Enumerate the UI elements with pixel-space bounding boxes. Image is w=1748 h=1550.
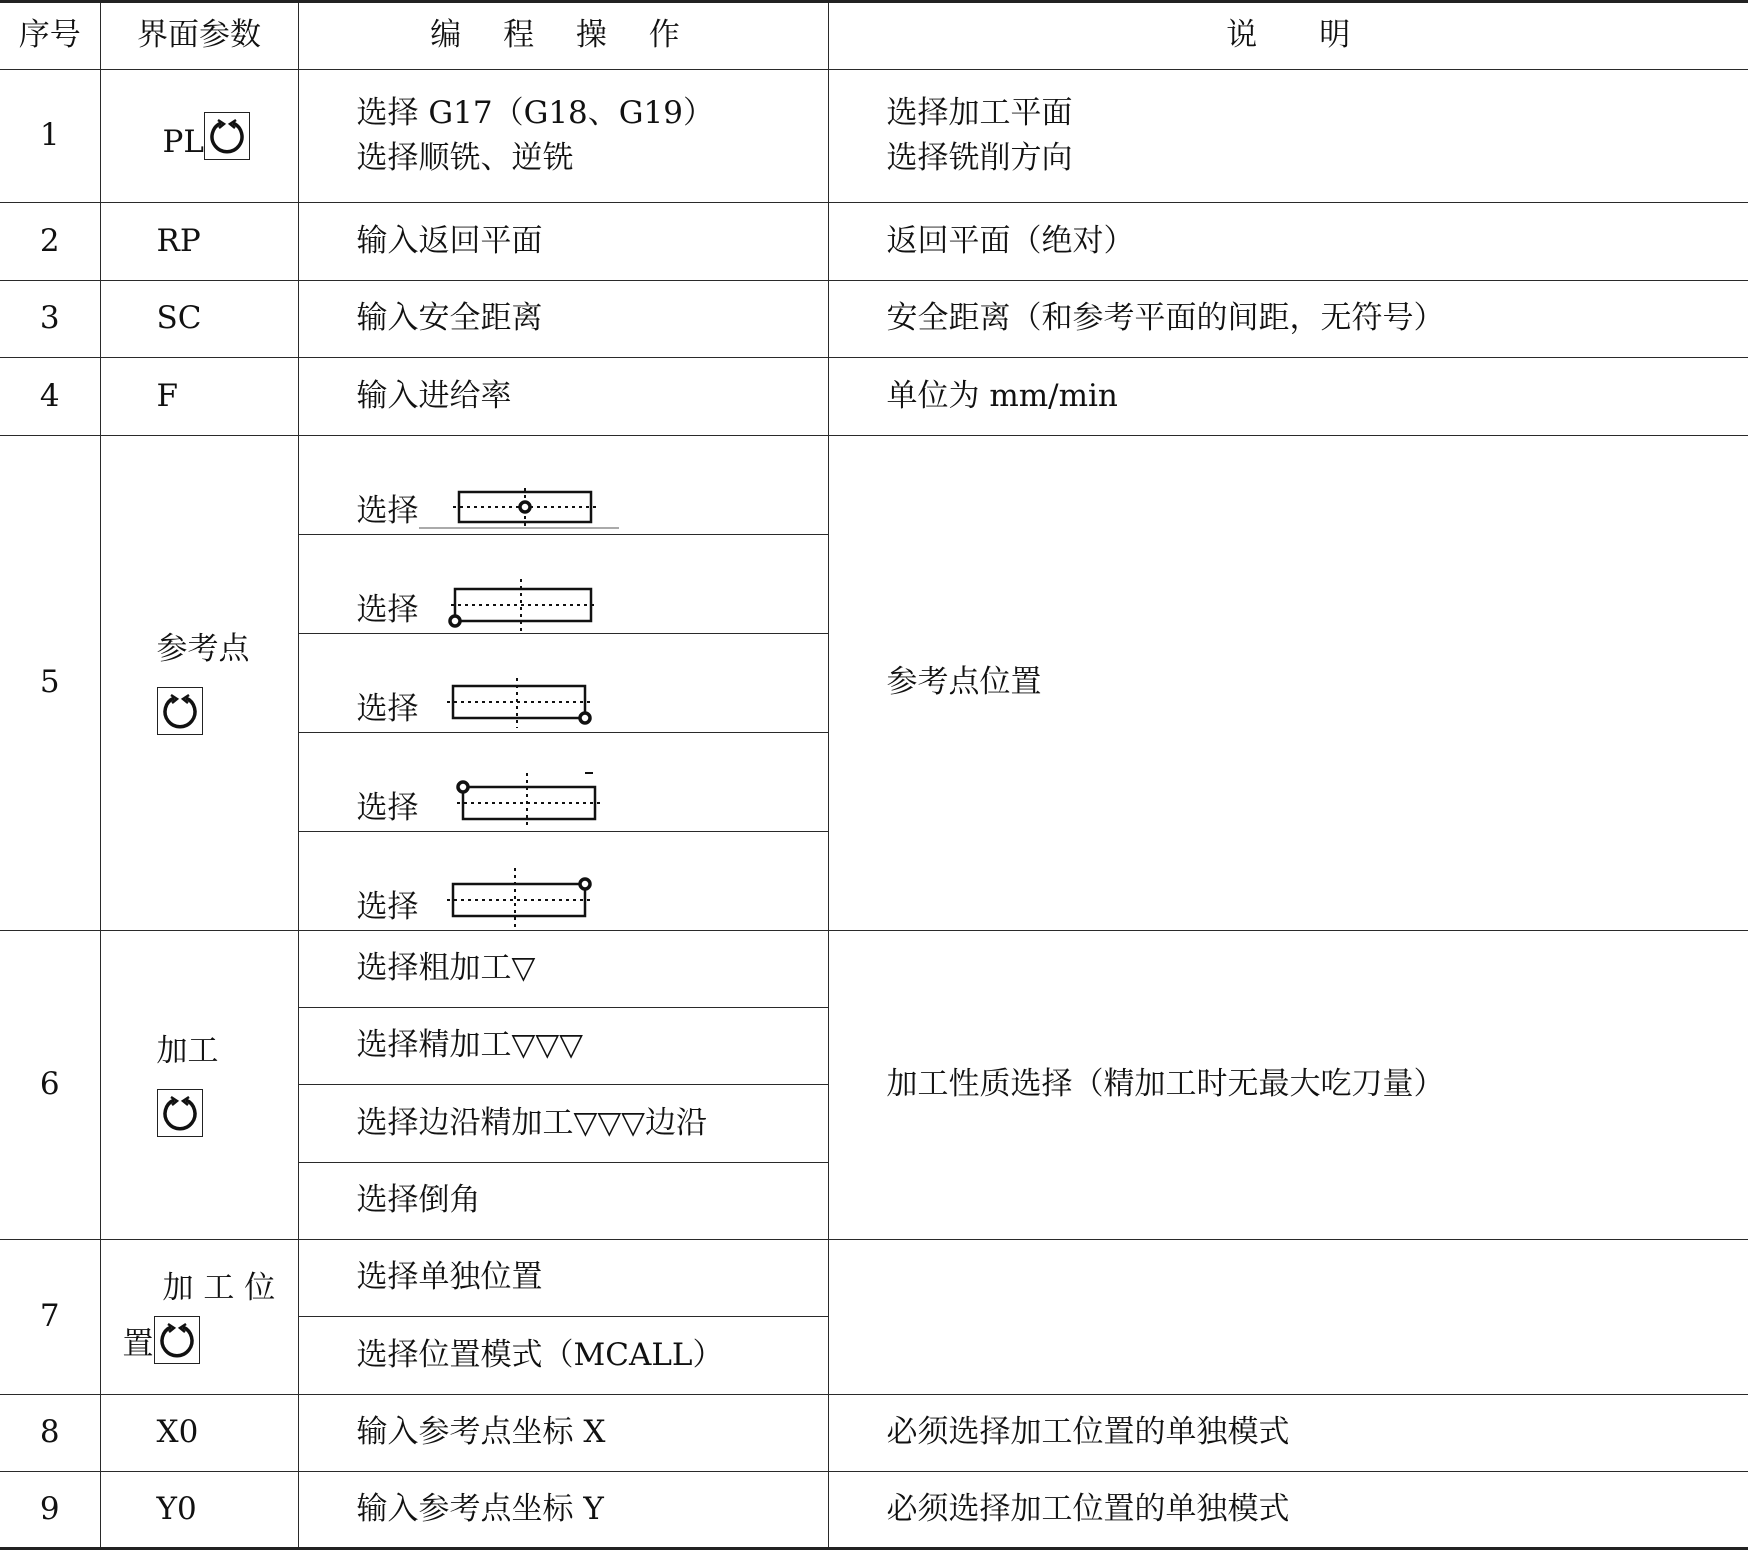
operation-cell: [298, 436, 828, 535]
description-text: 单位为 mm/min: [828, 358, 1748, 436]
param-label: PL: [163, 124, 204, 161]
header-row: [0, 2, 1748, 70]
reference-top-left-icon[interactable]: [447, 769, 627, 831]
operation-text: 输入参考点坐标 Y: [298, 1472, 828, 1549]
param-label: 加 工 位: [123, 1270, 298, 1307]
description-text: 加工性质选择（精加工时无最大吃刀量）: [828, 931, 1748, 1240]
description-text: 选择铣削方向: [887, 140, 1748, 177]
operation-text: 选择精加工▽▽▽: [298, 1008, 828, 1085]
header-description: 说 明: [828, 2, 1748, 70]
table-row: [0, 203, 1748, 281]
operation-text: 选择顺铣、逆铣: [357, 140, 828, 177]
table-row: [0, 1472, 1748, 1549]
table-row: [0, 358, 1748, 436]
param-label: 加工: [157, 1033, 219, 1069]
description-text: 安全距离（和参考平面的间距，无符号）: [828, 281, 1748, 358]
table-row: [0, 436, 1748, 535]
row-number: 9: [0, 1472, 100, 1549]
param-label: X0: [100, 1395, 298, 1472]
description-cell: [828, 70, 1748, 203]
reference-bottom-right-icon[interactable]: [447, 676, 617, 732]
param-label: Y0: [100, 1472, 298, 1549]
param-label: F: [100, 358, 298, 436]
operation-text: 输入参考点坐标 X: [298, 1395, 828, 1472]
operation-text: 输入安全距离: [298, 281, 828, 358]
header-no: 序号: [0, 2, 100, 70]
operation-text: 选择: [357, 691, 419, 728]
row-number: 5: [0, 436, 100, 931]
cycle-toggle-icon[interactable]: [154, 1316, 200, 1364]
operation-text: 选择粗加工▽: [298, 931, 828, 1008]
param-label: RP: [100, 203, 298, 281]
operation-text: 选择: [357, 889, 419, 926]
row-number: 6: [0, 931, 100, 1240]
operation-cell: [298, 733, 828, 832]
description-text: [828, 1240, 1748, 1395]
param-label: 置: [123, 1326, 154, 1363]
description-text: 必须选择加工位置的单独模式: [828, 1395, 1748, 1472]
table-row: [0, 1395, 1748, 1472]
cycle-toggle-icon[interactable]: [157, 687, 203, 735]
row-number: 4: [0, 358, 100, 436]
row-number: 7: [0, 1240, 100, 1395]
description-text: 选择加工平面: [887, 95, 1748, 132]
param-cell: [100, 70, 298, 203]
cycle-toggle-icon[interactable]: [204, 112, 250, 160]
operation-text: 选择位置模式（MCALL）: [298, 1317, 828, 1395]
row-number: 8: [0, 1395, 100, 1472]
row-number: 1: [0, 70, 100, 203]
operation-text: 选择边沿精加工▽▽▽边沿: [298, 1085, 828, 1163]
reference-bottom-left-icon[interactable]: [447, 577, 617, 633]
operation-cell: [298, 70, 828, 203]
param-label: 参考点: [157, 631, 250, 667]
param-label: SC: [100, 281, 298, 358]
table-row: [0, 931, 1748, 1008]
row-number: 2: [0, 203, 100, 281]
operation-text: 选择单独位置: [298, 1240, 828, 1317]
operation-cell: [298, 634, 828, 733]
operation-text: 选择: [357, 592, 419, 629]
operation-text: 选择 G17（G18、G19）: [357, 95, 828, 132]
reference-center-icon[interactable]: [419, 484, 619, 534]
param-cell: [100, 436, 298, 931]
table-row: [0, 70, 1748, 203]
reference-top-right-icon[interactable]: [447, 864, 617, 930]
operation-cell: [298, 832, 828, 931]
operation-text: 选择倒角: [298, 1163, 828, 1240]
operation-text: 选择: [357, 493, 419, 530]
operation-text: 输入返回平面: [298, 203, 828, 281]
row-number: 3: [0, 281, 100, 358]
operation-cell: [298, 535, 828, 634]
operation-text: 选择: [357, 790, 419, 827]
operation-text: 输入进给率: [298, 358, 828, 436]
description-text: 返回平面（绝对）: [828, 203, 1748, 281]
param-cell: [100, 931, 298, 1240]
header-operation: 编 程 操 作: [298, 2, 828, 70]
param-cell: [100, 1240, 298, 1395]
table-row: [0, 281, 1748, 358]
cycle-toggle-icon[interactable]: [157, 1089, 203, 1137]
header-param: 界面参数: [100, 2, 298, 70]
description-text: 必须选择加工位置的单独模式: [828, 1472, 1748, 1549]
table-row: [0, 1240, 1748, 1317]
description-text: 参考点位置: [828, 436, 1748, 931]
